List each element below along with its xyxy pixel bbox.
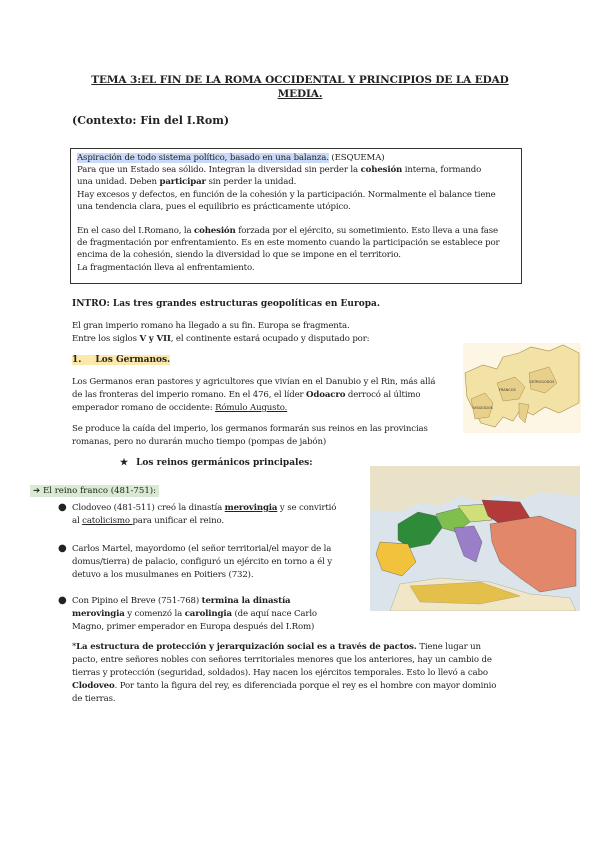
bullet-dot-icon: ● bbox=[58, 502, 67, 513]
bullet-text: Clodoveo (481-511) creó la dinastía bbox=[72, 503, 225, 513]
bullet-dot-icon: ● bbox=[58, 595, 67, 606]
bold-term: merovingia bbox=[224, 503, 278, 513]
box-text: sin perder la unidad. bbox=[205, 177, 297, 188]
bold-term: Clodoveo bbox=[72, 681, 115, 691]
bullet-1-line bbox=[72, 515, 224, 528]
bold-term: participar bbox=[159, 177, 206, 188]
map-label: FRANCOS bbox=[499, 388, 516, 392]
bold-term: V y VII bbox=[139, 334, 171, 344]
intro-line-1: El gran imperio romano ha llegado a su fin. Europa se fragmenta. bbox=[72, 321, 350, 331]
germans-text: derrocó al último bbox=[345, 390, 421, 400]
intro-text: Entre los siglos bbox=[72, 334, 140, 344]
germans-line bbox=[72, 389, 420, 402]
bullet-2-line: domus/tierra) de palacio, configuró un ejército en torno a él y bbox=[72, 557, 332, 567]
intro-heading: INTRO: Las tres grandes estructuras geopolíticas en Europa. bbox=[72, 299, 380, 309]
bullet-text: Con Pipino el Breve (751-768) bbox=[72, 596, 202, 606]
underlined-term: catolicismo bbox=[82, 516, 133, 526]
box-line: La fragmentación lleva al enfrentamiento. bbox=[77, 262, 255, 273]
bold-term: cohesión bbox=[360, 165, 403, 176]
germans-line: Se produce la caída del imperio, los germanos formarán sus reinos en las provincias bbox=[72, 424, 428, 434]
bold-term: Odoacro bbox=[306, 390, 346, 400]
bullet-text: y se convirtió bbox=[277, 503, 337, 513]
bullet-dot-icon: ● bbox=[58, 543, 67, 554]
germans-line bbox=[72, 402, 287, 415]
summary-box bbox=[70, 148, 522, 284]
box-line: de fragmentación por enfrentamiento. Es en este momento cuando la participación se establece por bbox=[77, 238, 500, 249]
germans-line: Los Germanos eran pastores y agricultores que vivían en el Danubio y el Rin, más allá bbox=[72, 377, 436, 387]
section-1-highlight bbox=[72, 355, 170, 365]
bold-term: merovingia bbox=[72, 609, 125, 619]
box-text: una unidad. Deben bbox=[77, 177, 160, 188]
kingdoms-heading-text: Los reinos germánicos principales: bbox=[136, 458, 313, 468]
europe-map-small bbox=[463, 343, 581, 433]
section-1-heading bbox=[72, 355, 170, 365]
structure-line: de tierras. bbox=[72, 694, 116, 704]
box-line: Hay excesos y defectos, en función de la cohesión y la participación. Normalmente el balance tiene bbox=[77, 189, 496, 200]
structure-line bbox=[72, 641, 481, 654]
bullet-text: (de aquí nace Carlo bbox=[231, 609, 317, 619]
box-text: En el caso del I.Romano, la bbox=[77, 226, 195, 237]
intro-line-2 bbox=[72, 333, 369, 346]
bold-term: cohesión bbox=[194, 226, 236, 237]
bold-term: termina la dinastía bbox=[201, 596, 291, 606]
box-line bbox=[77, 225, 515, 237]
title-line-1: TEMA 3:EL FIN DE LA ROMA OCCIDENTAL Y PRINCIPIOS DE LA EDAD bbox=[91, 74, 509, 86]
context-heading: (Contexto: Fin del I.Rom) bbox=[72, 114, 230, 127]
box-line bbox=[77, 164, 515, 176]
box-text: Para que un Estado sea sólido. Integran la diversidad sin perder la bbox=[77, 165, 361, 176]
bold-term: carolingia bbox=[184, 609, 232, 619]
structure-line bbox=[72, 680, 496, 693]
structure-text: Tiene lugar un bbox=[416, 642, 481, 652]
kingdoms-heading bbox=[120, 458, 313, 468]
structure-line: tierras y protección (seguridad, soldados). Hay nacen los ejércitos temporales. Esto lo llevó a cabo bbox=[72, 668, 488, 678]
germans-text: de las fronteras del imperio romano. En el 476, el líder bbox=[72, 390, 307, 400]
box-line bbox=[77, 152, 515, 164]
page-title bbox=[80, 73, 520, 101]
map-label: OSTROGODOS bbox=[529, 380, 555, 384]
germans-line: romanas, pero no durarán mucho tiempo (pompas de jabón) bbox=[72, 437, 327, 447]
structure-text: . Por tanto la figura del rey, es diferenciada porque el rey es el hombre con mayor dominio bbox=[114, 681, 497, 691]
highlighted-text: Aspiración de todo sistema político, basado en una balanza. bbox=[77, 153, 329, 163]
franks-heading bbox=[30, 485, 159, 497]
bullet-3-line bbox=[72, 595, 290, 608]
title-line-2: MEDIA. bbox=[277, 88, 323, 100]
structure-line: pacto, entre señores nobles con señores territoriales menores que los anteriores, hay un cambio de bbox=[72, 655, 492, 665]
structure-text: * bbox=[72, 642, 77, 652]
franks-heading-text: El reino franco (481-751): bbox=[42, 486, 157, 496]
box-text: interna, formando bbox=[402, 165, 482, 176]
intro-text: , el continente estará ocupado y disputado por: bbox=[170, 334, 370, 344]
germans-text: emperador romano de occidente: bbox=[72, 403, 216, 413]
bullet-3-line bbox=[72, 608, 317, 621]
section-number: 1. bbox=[72, 355, 82, 365]
box-line: encima de la cohesión, siendo la diversidad lo que se impone en el territorio. bbox=[77, 250, 401, 261]
bullet-1-line bbox=[72, 502, 336, 515]
star-icon: ★ bbox=[120, 458, 129, 468]
bullet-text: al bbox=[72, 516, 83, 526]
box-line bbox=[77, 176, 515, 188]
bullet-3-line: Magno, primer emperador en Europa después del I.Rom) bbox=[72, 622, 315, 632]
box-text: forzada por el ejército, su sometimiento. Esto lleva a una fase bbox=[235, 226, 498, 237]
germanic-kingdoms-map bbox=[370, 466, 580, 611]
arrow-right-icon: ➔ bbox=[33, 486, 41, 496]
underlined-term: Rómulo Augusto. bbox=[215, 403, 288, 413]
bullet-2-line: Carlos Martel, mayordomo (el señor territorial/el mayor de la bbox=[72, 544, 332, 554]
box-line: una tendencia clara, pues el equilibrio es prácticamente utópico. bbox=[77, 201, 351, 212]
bullet-text: para unificar el reino. bbox=[132, 516, 224, 526]
box-text: (ESQUEMA) bbox=[328, 153, 385, 163]
section-title: Los Germanos. bbox=[95, 355, 171, 365]
bold-term: La estructura de protección y jerarquización social es a través de pactos. bbox=[76, 642, 417, 652]
bullet-text: y comenzó la bbox=[124, 609, 185, 619]
map-label: VISIGODOS bbox=[473, 406, 493, 410]
bullet-2-line: detuvo a los musulmanes en Poitiers (732). bbox=[72, 570, 254, 580]
